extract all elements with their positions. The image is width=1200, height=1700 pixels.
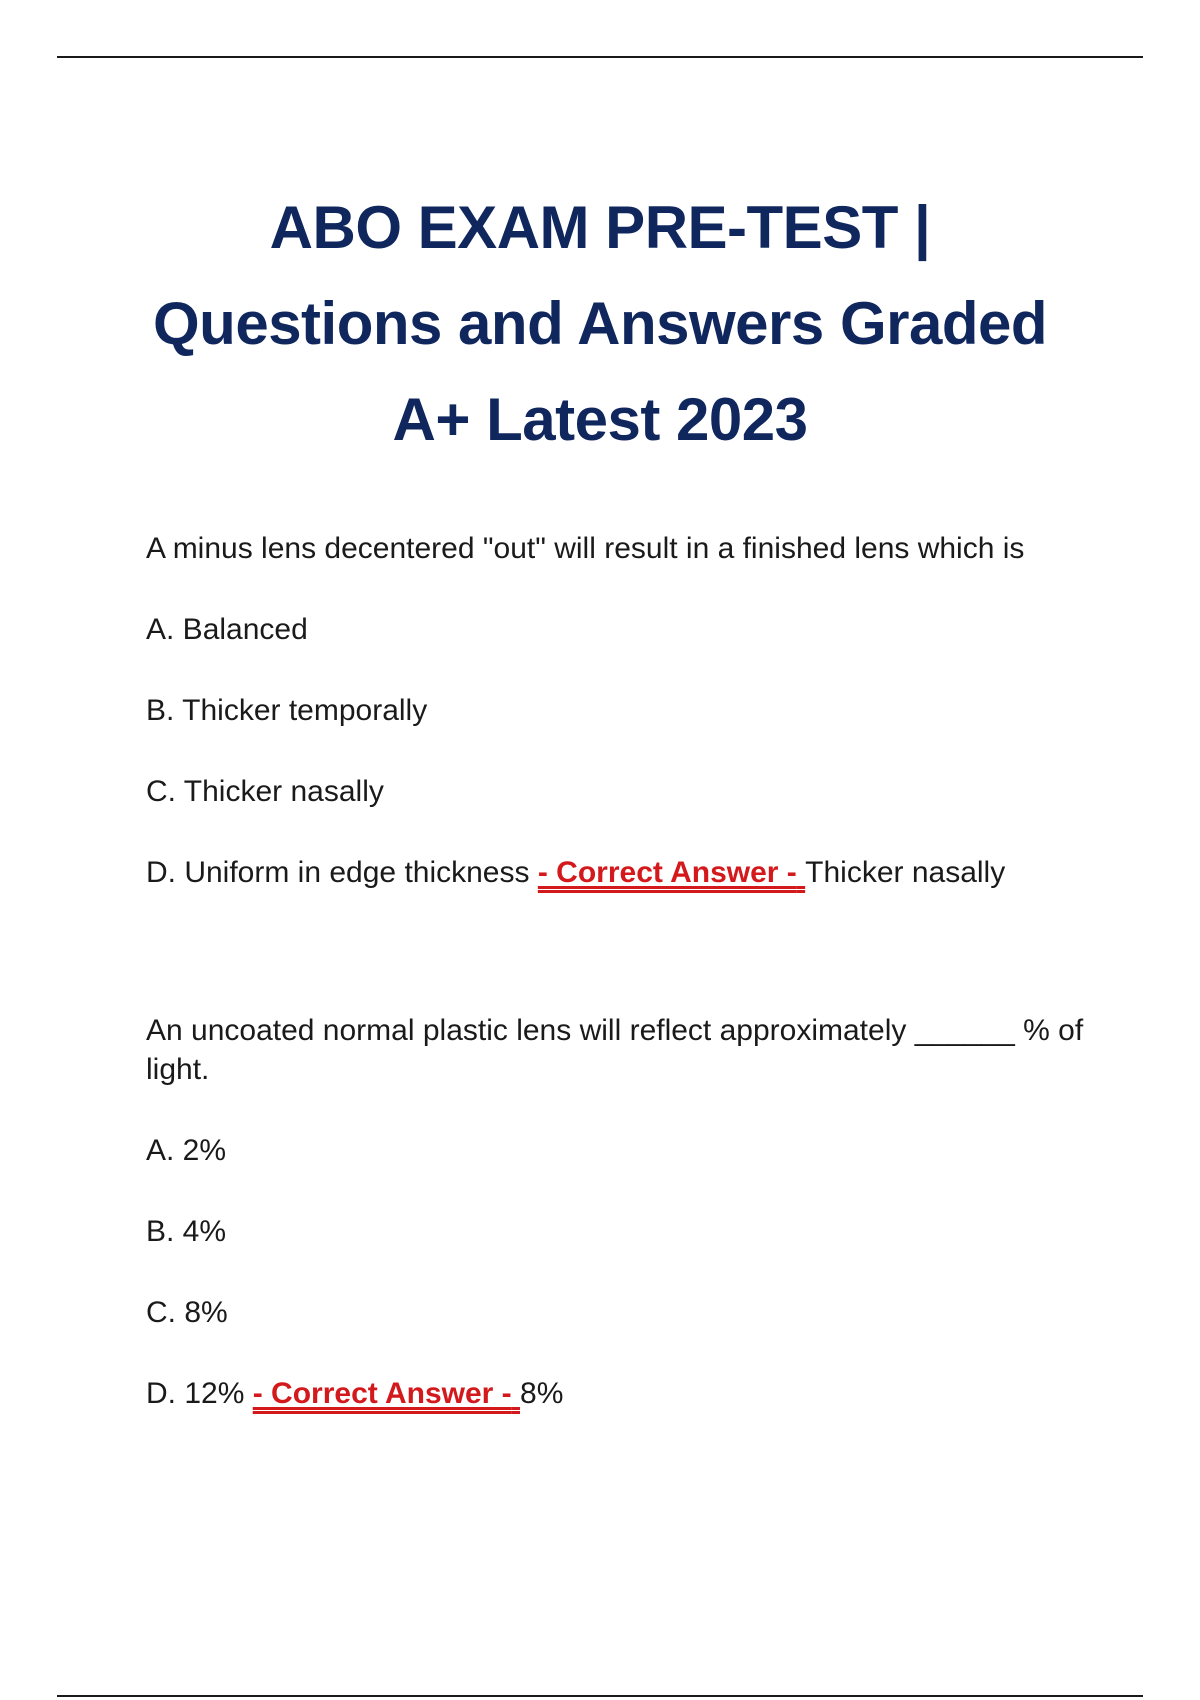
bottom-divider (57, 1695, 1143, 1697)
correct-answer-value: 8% (520, 1377, 564, 1410)
title-line: ABO EXAM PRE-TEST | (269, 194, 931, 261)
answer-option-with-key (146, 853, 1086, 892)
title-line: Questions and Answers Graded (153, 290, 1047, 357)
correct-answer-label: - Correct Answer - (252, 1377, 512, 1410)
correct-answer-value: Thicker nasally (805, 856, 1006, 889)
correct-answer-spacer (797, 856, 805, 889)
document-title (120, 180, 1080, 468)
answer-option: B. 4% (146, 1215, 227, 1248)
answer-option-with-key (146, 1374, 1086, 1413)
answer-option-text: D. Uniform in edge thickness (146, 856, 530, 889)
question-block-1 (146, 529, 1086, 892)
answer-option: C. Thicker nasally (146, 775, 384, 808)
correct-answer-label: - Correct Answer - (537, 856, 797, 889)
answer-option: A. 2% (146, 1134, 227, 1167)
top-divider (57, 56, 1143, 58)
answer-option: B. Thicker temporally (146, 694, 428, 727)
answer-option: A. Balanced (146, 613, 308, 646)
answer-option-text: D. 12% (146, 1377, 245, 1410)
answer-option: C. 8% (146, 1296, 228, 1329)
correct-answer-spacer (512, 1377, 520, 1410)
question-block-2 (146, 1011, 1086, 1413)
title-line: A+ Latest 2023 (392, 386, 808, 453)
question-prompt: A minus lens decentered "out" will result in a finished lens which is (146, 532, 1025, 565)
question-prompt: An uncoated normal plastic lens will reflect approximately ______ % of light. (146, 1014, 1084, 1086)
